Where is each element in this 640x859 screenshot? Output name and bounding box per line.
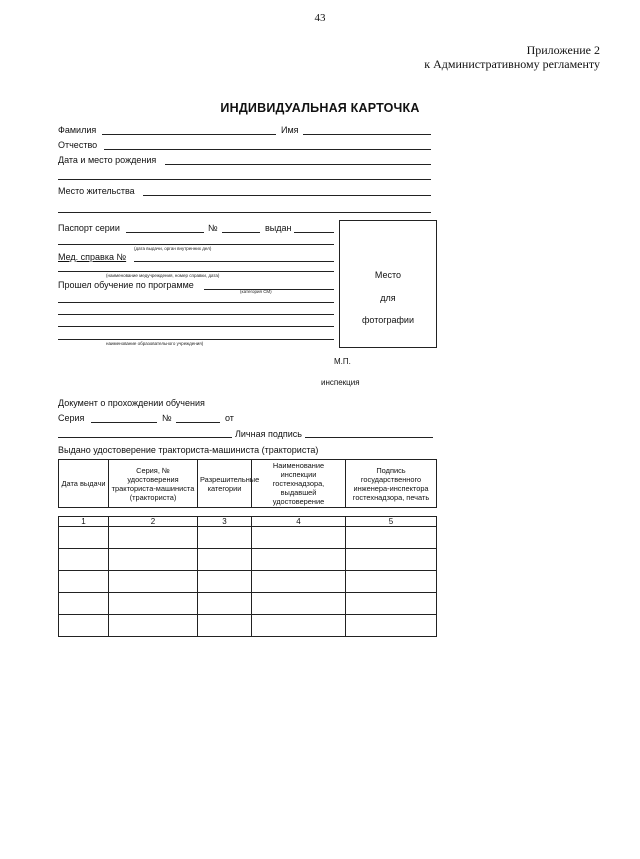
column-number: 5	[346, 517, 437, 527]
training-line-2	[58, 302, 334, 303]
patronymic-label: Отчество	[58, 140, 98, 150]
table-row	[59, 527, 437, 549]
stamp-mark: М.П.	[334, 357, 351, 366]
med-line	[134, 261, 334, 262]
inspection-label: инспекция	[321, 378, 360, 387]
header-cell-signature: Подпись государственного инженера-инспектора гостехнадзора, печать	[346, 460, 437, 508]
appendix-line2: к Административному регламенту	[424, 57, 600, 71]
passport-series-label: Паспорт серии	[58, 223, 120, 233]
doc-series-line	[91, 422, 157, 423]
header-cell-categories: Разрешительные категории	[198, 460, 252, 508]
passport-series-line	[126, 232, 204, 233]
column-number: 2	[109, 517, 198, 527]
column-number: 1	[59, 517, 109, 527]
table-row	[59, 571, 437, 593]
residence-label: Место жительства	[58, 186, 135, 196]
doc-number-label: №	[162, 413, 172, 423]
passport-number-label: №	[208, 223, 218, 233]
column-number-row	[59, 517, 437, 527]
column-number: 3	[198, 517, 252, 527]
training-label: Прошел обучение по программе	[58, 280, 194, 290]
passport-issued-label: выдан	[265, 223, 292, 233]
passport-line-2	[58, 244, 334, 245]
photo-label-2: для	[380, 293, 396, 303]
med-caption: (наименование медучреждения, номер справки, дата)	[106, 273, 220, 278]
med-line-2	[58, 271, 334, 272]
header-cell-inspection: Наименование инспекции гостехнадзора, выдавшей удостоверение	[252, 460, 346, 508]
photo-label-3: фотографии	[362, 315, 414, 325]
training-line-5	[58, 339, 334, 340]
training-line-3	[58, 314, 334, 315]
header-cell-series: Серия, № удостоверения тракториста-машиниста (тракториста)	[109, 460, 198, 508]
med-label: Мед. справка №	[58, 252, 127, 262]
issued-heading: Выдано удостоверение тракториста-машиниста (тракториста)	[58, 445, 319, 455]
passport-caption: (дата выдачи, орган внутренних дел)	[134, 246, 212, 251]
training-line-4	[58, 326, 334, 327]
category-caption: (категория СМ)	[240, 289, 272, 294]
photo-label-1: Место	[374, 270, 402, 280]
residence-line	[143, 195, 431, 196]
surname-line	[102, 134, 276, 135]
appendix-line1: Приложение 2	[526, 43, 600, 57]
table-row	[59, 549, 437, 571]
license-records-table	[58, 516, 437, 637]
doc-series-label: Серия	[58, 413, 85, 423]
name-line	[303, 134, 431, 135]
signature-label: Личная подпись	[235, 429, 302, 439]
doc-from-label: от	[225, 413, 234, 423]
signature-line	[305, 437, 433, 438]
document-title: ИНДИВИДУАЛЬНАЯ КАРТОЧКА	[220, 101, 420, 115]
birth-line-2	[58, 179, 431, 180]
passport-issued-line	[294, 232, 334, 233]
patronymic-line	[104, 149, 431, 150]
doc-number-line	[176, 422, 220, 423]
table-row	[59, 615, 437, 637]
doc-from-line	[58, 437, 232, 438]
table-row	[59, 593, 437, 615]
column-number: 4	[252, 517, 346, 527]
page-number: 43	[314, 12, 326, 24]
doc-heading: Документ о прохождении обучения	[58, 398, 205, 408]
birth-line	[165, 164, 431, 165]
residence-line-2	[58, 212, 431, 213]
license-header-table	[58, 459, 437, 508]
photo-box	[339, 220, 437, 348]
surname-label: Фамилия	[58, 125, 97, 135]
passport-number-line	[222, 232, 260, 233]
institution-caption: наименование образовательного учреждения)	[106, 341, 204, 346]
name-label: Имя	[281, 125, 299, 135]
header-cell-date: Дата выдачи	[59, 460, 109, 508]
birth-label: Дата и место рождения	[58, 155, 157, 165]
